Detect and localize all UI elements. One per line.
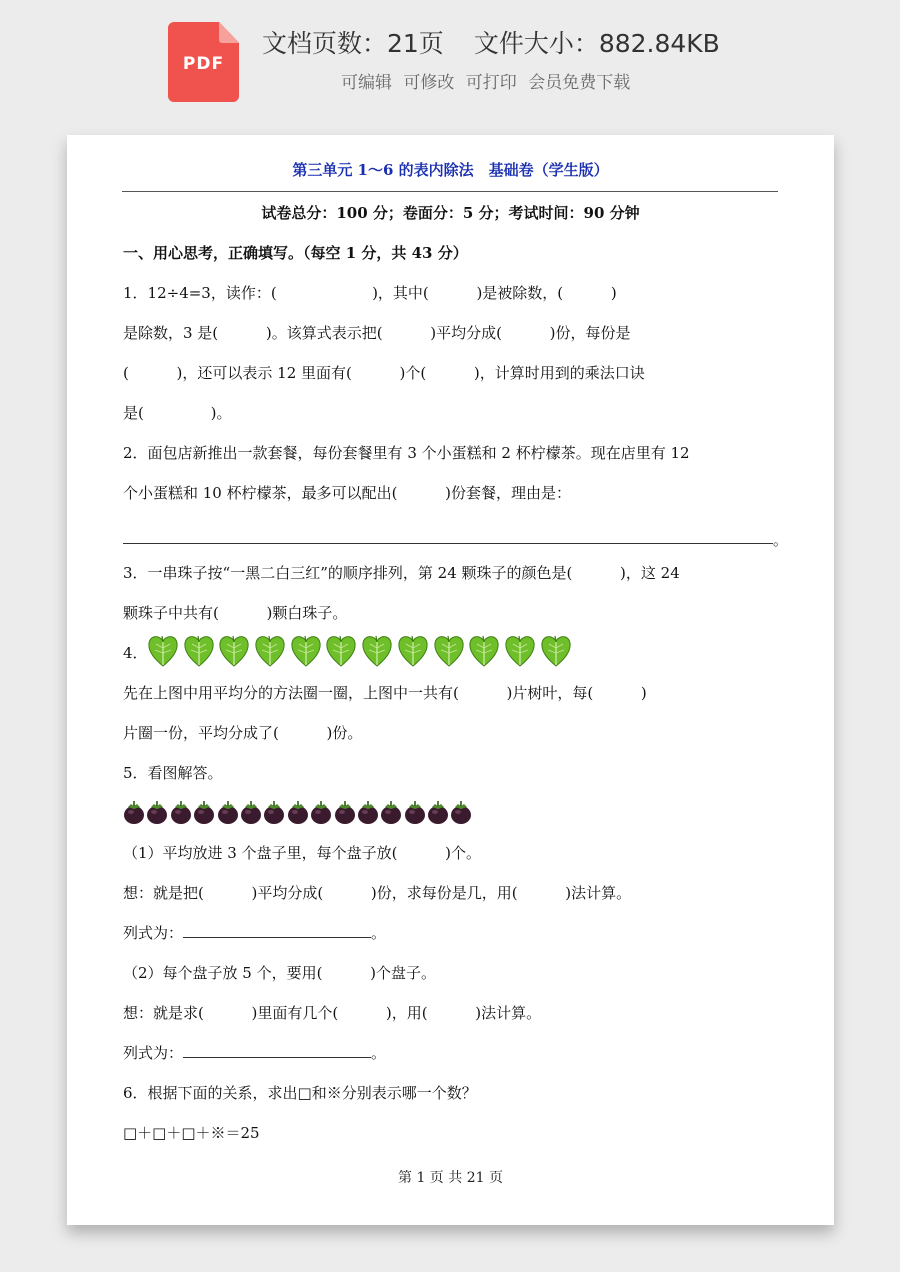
q5-part1-think: 想：就是把( )平均分成( )份，求每份是几，用( )法计算。 xyxy=(123,884,632,902)
leaf-picture xyxy=(147,633,575,669)
mangosteen-icon xyxy=(193,799,215,825)
mangosteen-icon xyxy=(310,799,332,825)
mangosteen-icon xyxy=(427,799,449,825)
mangosteen-icon xyxy=(450,799,472,825)
leaf-icon xyxy=(254,633,286,667)
q1-line1: 1．12÷4=3，读作：( )，其中( )是被除数，( ) xyxy=(123,284,617,302)
q2-answer-end: 。 xyxy=(773,531,789,549)
mangosteen-icon xyxy=(334,799,356,825)
leaf-icon xyxy=(504,633,536,667)
file-size: 文件大小：882.84KB xyxy=(473,29,720,58)
q2-answer-line xyxy=(123,543,773,544)
formula-label: 列式为： xyxy=(123,924,184,942)
mangosteen-icon xyxy=(170,799,192,825)
formula-label: 列式为： xyxy=(123,1044,184,1062)
mangosteen-icon xyxy=(357,799,379,825)
mangosteen-icon xyxy=(404,799,426,825)
leaf-icon xyxy=(397,633,429,667)
q5-part2: （2）每个盘子放 5 个，要用( )个盘子。 xyxy=(123,964,437,982)
file-meta xyxy=(262,24,720,60)
q2-line2: 个小蛋糕和 10 杯柠檬茶，最多可以配出( )份套餐，理由是： xyxy=(123,484,572,502)
document-page xyxy=(67,135,834,1225)
file-features: 可编辑 可修改 可打印 会员免费下载 xyxy=(341,73,631,93)
page-footer: 第 1 页 共 21 页 xyxy=(398,1170,503,1186)
download-banner xyxy=(0,0,900,130)
leaf-icon xyxy=(290,633,322,667)
q2-line1: 2．面包店新推出一款套餐，每份套餐里有 3 个小蛋糕和 2 杯柠檬茶。现在店里有 12 xyxy=(123,444,690,462)
mangosteen-icon xyxy=(263,799,285,825)
formula-answer-line xyxy=(183,923,371,938)
leaf-icon xyxy=(325,633,357,667)
leaf-icon xyxy=(183,633,215,667)
leaf-icon xyxy=(468,633,500,667)
mangosteen-icon xyxy=(380,799,402,825)
leaf-icon xyxy=(361,633,393,667)
leaf-icon xyxy=(540,633,572,667)
mangosteen-icon xyxy=(287,799,309,825)
q6-line1: 6．根据下面的关系，求出□和※分别表示哪一个数？ xyxy=(123,1084,477,1102)
mangosteen-icon xyxy=(123,799,145,825)
exam-info: 试卷总分：100 分；卷面分：5 分；考试时间：90 分钟 xyxy=(261,204,640,222)
q5-part1-formula xyxy=(123,923,386,943)
q5-part2-think: 想：就是求( )里面有几个( )，用( )法计算。 xyxy=(123,1004,542,1022)
q4-line1: 先在上图中用平均分的方法圈一圈，上图中一共有( )片树叶，每( ) xyxy=(123,684,647,702)
formula-end: 。 xyxy=(371,1044,387,1062)
q4-number: 4． xyxy=(123,644,148,662)
mangosteen-icon xyxy=(146,799,168,825)
q1-line2: 是除数，3 是( )。该算式表示把( )平均分成( )份，每份是 xyxy=(123,324,631,342)
leaf-icon xyxy=(147,633,179,667)
leaf-icon xyxy=(218,633,250,667)
q1-line3: ( )，还可以表示 12 里面有( )个( )，计算时用到的乘法口诀 xyxy=(123,364,645,382)
q4-line2: 片圈一份，平均分成了( )份。 xyxy=(123,724,363,742)
document-title: 第三单元 1～6 的表内除法 基础卷（学生版） xyxy=(292,161,609,179)
q3-line1: 3．一串珠子按“一黑二白三红”的顺序排列，第 24 颗珠子的颜色是( )，这 24 xyxy=(123,564,680,582)
q5-line1: 5．看图解答。 xyxy=(123,764,223,782)
q3-line2: 颗珠子中共有( )颗白珠子。 xyxy=(123,604,348,622)
formula-end: 。 xyxy=(371,924,387,942)
title-divider xyxy=(122,191,778,192)
q6-equation: □＋□＋□＋※＝25 xyxy=(123,1124,260,1142)
mangosteen-icon xyxy=(217,799,239,825)
page-count: 文档页数：21页 xyxy=(262,29,444,58)
q1-line4: 是( )。 xyxy=(123,404,232,422)
leaf-icon xyxy=(433,633,465,667)
mangosteen-picture xyxy=(123,799,474,825)
formula-answer-line xyxy=(183,1043,371,1058)
q5-part2-formula xyxy=(123,1043,386,1063)
section-heading: 一、用心思考，正确填写。（每空 1 分，共 43 分） xyxy=(123,244,468,262)
q5-part1: （1）平均放进 3 个盘子里，每个盘子放( )个。 xyxy=(123,844,482,862)
mangosteen-icon xyxy=(240,799,262,825)
pdf-icon-label: PDF xyxy=(182,54,225,74)
